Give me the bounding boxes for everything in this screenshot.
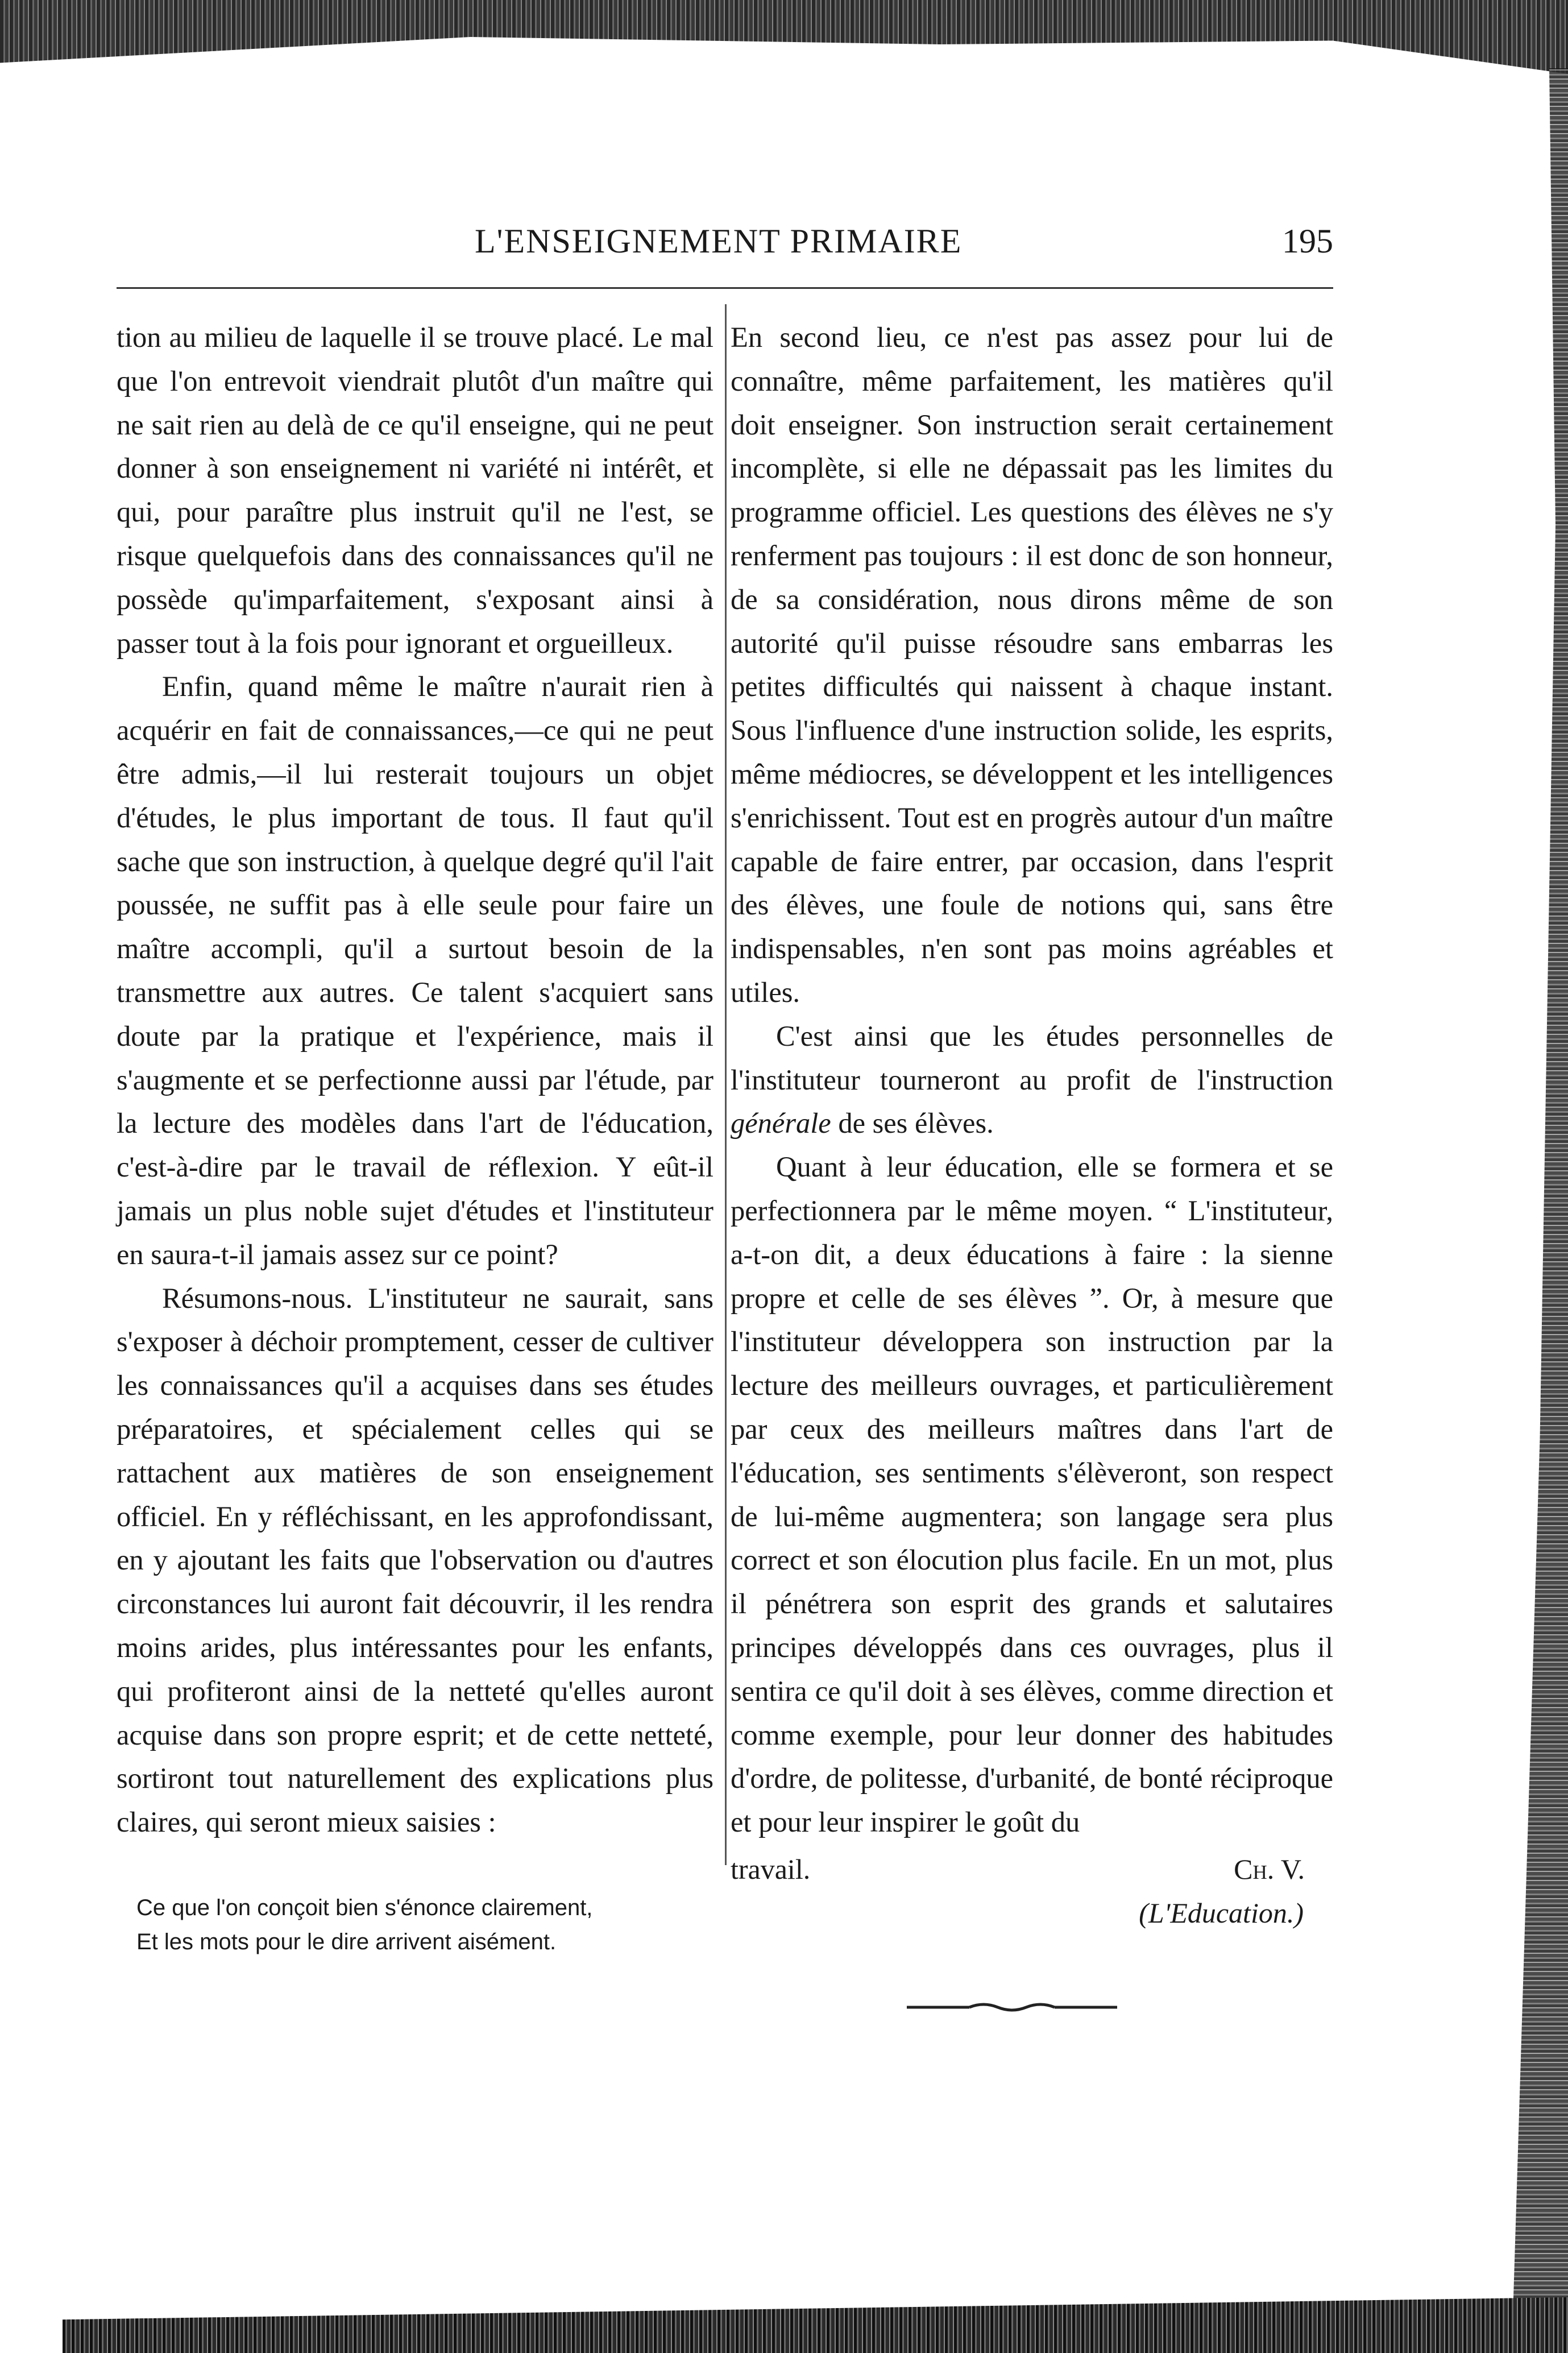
author-initials: Ch. V.: [1234, 1853, 1305, 1885]
right-paragraph-3: Quant à leur éducation, elle se formera et se perfectionnera par le même moyen. “ L'instituteur, a-t-on dit, a deux éducations à faire : la sienne propre et celle de ses élèves ”. Or, à mesure que l'instituteur développera son instruction par la lecture des meilleurs ouvrages, et particulièrement par ceux des meilleurs maîtres dans l'art de l'éducation, ses sentiments s'élèveront, son respect de lui-même augmentera; son langage sera plus correct et son élocution plus facile. En un mot, plus il pénétrera son esprit des grands et salutaires principes développés dans ces ouvrages, plus il sentira ce qu'il doit à ses élèves, comme direction et comme exemple, pour leur donner des habitudes d'ordre, de politesse, d'urbanité, de bonté réciproque et pour leur inspirer le goût du: [731, 1151, 1333, 1838]
running-header: [117, 222, 1333, 273]
right-paragraph-2-end: de ses élèves.: [831, 1107, 994, 1140]
right-paragraph-2: [731, 1014, 1333, 1145]
running-title: L'ENSEIGNEMENT PRIMAIRE: [475, 222, 963, 260]
left-paragraph-1: tion au milieu de laquelle il se trouve placé. Le mal que l'on entrevoit viendrait plutôt d'un maître qui ne sait rien au delà de ce qu'il enseigne, qui ne peut donner à son enseignement ni variété ni intérêt, et qui, pour paraître plus instruit qu'il ne l'est, se risque quelquefois dans des connaissances qu'il ne possède qu'imparfaitement, s'exposant ainsi à passer tout à la fois pour ignorant et orgueilleux.: [117, 321, 714, 659]
signature-line: [731, 1853, 1305, 1898]
verse-line-2: Et les mots pour le dire arrivent aisément.: [136, 1929, 557, 1954]
scan-edge-bottom: [63, 2297, 1568, 2353]
left-paragraph-3: Résumons-nous. L'instituteur ne saurait, sans s'exposer à déchoir promptement, cesser de cultiver les connaissances qu'il a acquises dans ses études préparatoires, et spécialement celles qui se rattachent aux matières de son enseignement officiel. En y réfléchissant, en les approfondissant, en y ajoutant les faits que l'observation ou d'autres circonstances lui auront fait découvrir, il les rendra moins arides, plus intéressantes pour les enfants, qui profiteront ainsi de la netteté qu'elles auront acquise dans son propre esprit; et de cette netteté, sortiront tout naturellement des explications plus claires, qui seront mieux saisies :: [117, 1282, 714, 1838]
emphasis-generale: générale: [731, 1107, 831, 1140]
page-number: 195: [1282, 222, 1333, 260]
source-citation: (L'Education.): [1139, 1897, 1304, 1929]
closing-word: travail.: [731, 1853, 811, 1885]
scan-edge-right: [1505, 68, 1568, 2353]
scan-edge-top: [0, 0, 1568, 74]
ornament-rule: [907, 2002, 1117, 2013]
verse-line-1: Ce que l'on conçoit bien s'énonce clairement,: [136, 1895, 593, 1920]
right-paragraph-1: En second lieu, ce n'est pas assez pour lui de connaître, même parfaitement, les matières qu'il doit enseigner. Son instruction serait certainement incomplète, si elle ne dépassait pas les limites du programme officiel. Les questions des élèves ne s'y renferment pas toujours : il est donc de son honneur, de sa considération, nous dirons même de son autorité qu'il puisse résoudre sans embarras les petites difficultés qui naissent à chaque instant. Sous l'influence d'une instruction solide, les esprits, même médiocres, se développent et les intelligences s'enrichissent. Tout est en progrès autour d'un maître capable de faire entrer, par occasion, dans l'esprit des élèves, une foule de notions qui, sans être indispensables, n'en sont pas moins agréables et utiles.: [731, 321, 1333, 1008]
right-column: [731, 316, 1333, 1844]
left-paragraph-2: Enfin, quand même le maître n'aurait rien à acquérir en fait de connaissances,—ce qui ne peut être admis,—il lui resterait toujours un objet d'études, le plus important de tous. Il faut qu'il sache que son instruction, à quelque degré qu'il l'ait poussée, ne suffit pas à elle seule pour faire un maître accompli, qu'il a surtout besoin de la transmettre aux autres. Ce talent s'acquiert sans doute par la pratique et l'expérience, mais il s'augmente et se perfectionne aussi par l'étude, par la lecture des modèles dans l'art de l'éducation, c'est-à-dire par le travail de réflexion. Y eût-il jamais un plus noble sujet d'études et l'instituteur en saura-t-il jamais assez sur ce point?: [117, 670, 714, 1270]
column-divider: [725, 304, 727, 1865]
right-paragraph-2-start: C'est ainsi que les études personnelles de l'instituteur tourneront au profit de l'instruction: [731, 1020, 1333, 1096]
left-column: [117, 316, 714, 1844]
header-rule: [117, 287, 1333, 289]
verse-quote: [136, 1891, 705, 1959]
